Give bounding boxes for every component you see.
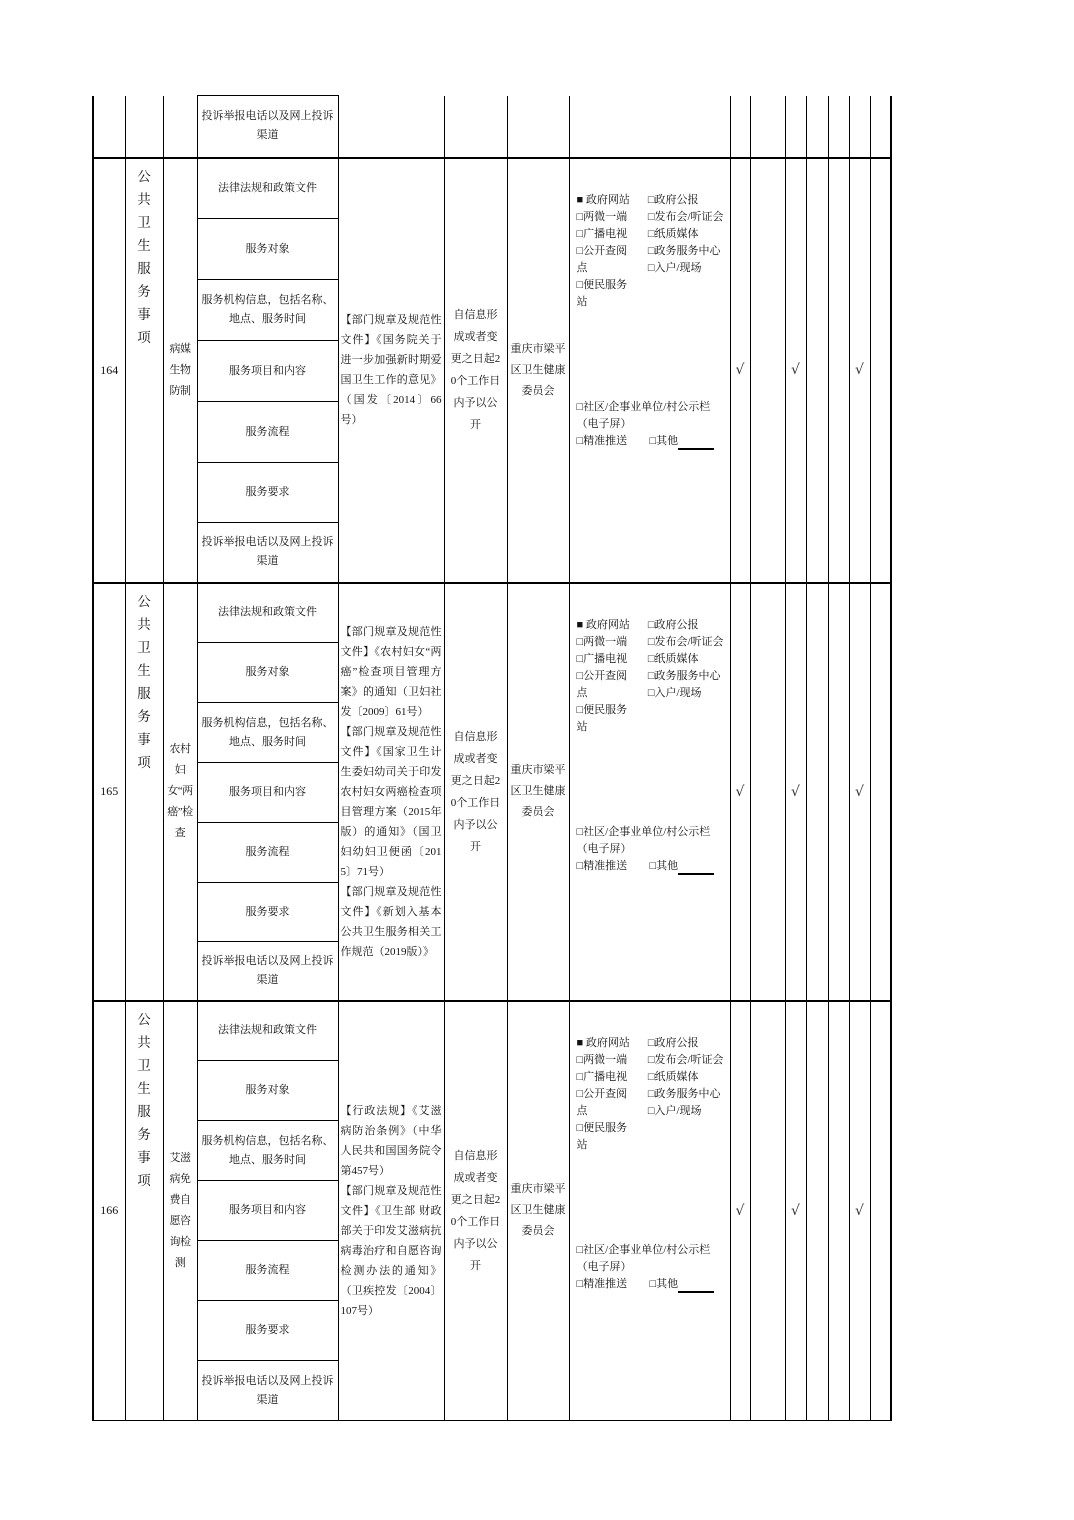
check-mark-cell-4	[806, 583, 828, 1001]
check-mark-cell-6: √	[849, 583, 870, 1001]
channel-checkbox-other: □其他	[649, 434, 679, 447]
row-number: 166	[93, 1001, 125, 1421]
empty-cell	[730, 96, 750, 158]
channel-checkbox-print-media: □纸质媒体	[647, 1070, 699, 1083]
other-blank-line	[678, 860, 714, 875]
channel-checkbox-door-to-door-onsite: □入户/现场	[647, 261, 702, 274]
check-mark-cell-4	[806, 158, 828, 583]
empty-cell	[849, 96, 870, 158]
channel-checkbox-govt-website: ■ 政府网站	[576, 618, 630, 631]
public-service-items-table	[92, 95, 898, 1406]
check-mark-cell-7	[870, 158, 891, 583]
channel-checkbox-weibo-wechat: □两微一端	[576, 1053, 628, 1066]
sub-item-legal-docs: 法律法规和政策文件	[197, 1001, 338, 1061]
check-mark-cell-6: √	[849, 158, 870, 583]
check-mark-cell-4	[806, 1001, 828, 1421]
channel-checkbox-broadcast-tv: □广播电视	[576, 652, 628, 665]
legal-basis-cell	[338, 1001, 444, 1421]
check-mark-cell-7	[870, 1001, 891, 1421]
item-name-cell: 病媒生物防制	[163, 158, 197, 583]
empty-cell	[870, 96, 891, 158]
check-mark-cell-6: √	[849, 1001, 870, 1421]
sub-item-legal-docs: 法律法规和政策文件	[197, 583, 338, 643]
channels-checkbox-grid	[577, 1035, 730, 1154]
row-number: 164	[93, 158, 125, 583]
channels-cell	[569, 583, 730, 1001]
check-mark-cell-5	[828, 158, 849, 583]
channel-checkbox-other: □其他	[649, 1277, 679, 1290]
check-mark-cell-2	[750, 583, 785, 1001]
sub-item-org-info: 服务机构信息，包括名称、地点、服务时间	[197, 1121, 338, 1181]
channel-checkbox-print-media: □纸质媒体	[647, 227, 699, 240]
other-blank-line	[678, 435, 714, 450]
channel-checkbox-govt-service-center: □政务服务中心	[647, 1087, 721, 1100]
channel-checkbox-govt-website: ■ 政府网站	[576, 1036, 630, 1049]
channel-checkbox-govt-gazette: □政府公报	[647, 618, 699, 631]
service-disclosure-table	[92, 95, 892, 1421]
channel-checkbox-other: □其他	[649, 859, 679, 872]
empty-cell	[338, 96, 444, 158]
sub-item-service-requirements: 服务要求	[197, 883, 338, 942]
item-name-cell: 农村妇女“两癌”检查	[163, 583, 197, 1001]
legal-basis-cell	[338, 583, 444, 1001]
category-cell	[125, 158, 163, 583]
channel-checkbox-broadcast-tv: □广播电视	[576, 227, 628, 240]
disclosure-timing-cell: 自信息形成或者变更之日起20个工作日内予以公开	[444, 583, 507, 1001]
sub-item-org-info: 服务机构信息，包括名称、地点、服务时间	[197, 280, 338, 341]
sub-item-service-content: 服务项目和内容	[197, 763, 338, 823]
empty-cell	[444, 96, 507, 158]
sub-item-service-content: 服务项目和内容	[197, 1181, 338, 1241]
channel-checkbox-convenience-station: □便民服务站	[576, 278, 628, 308]
channel-checkbox-print-media: □纸质媒体	[647, 652, 699, 665]
channel-checkbox-community-board: □社区/企事业单位/村公示栏（电子屏）	[576, 400, 711, 430]
sub-item-legal-docs: 法律法规和政策文件	[197, 158, 338, 219]
check-mark-cell-1: √	[730, 1001, 750, 1421]
check-mark-cell-7	[870, 583, 891, 1001]
channel-checkbox-community-board: □社区/企事业单位/村公示栏（电子屏）	[576, 1243, 711, 1273]
disclosure-timing-cell: 自信息形成或者变更之日起20个工作日内予以公开	[444, 1001, 507, 1421]
sub-item-service-process: 服务流程	[197, 1241, 338, 1301]
legal-doc: 【行政法规】《艾滋病防治条例》（中华人民共和国国务院令第457号）	[340, 1104, 442, 1177]
check-mark-cell-5	[828, 583, 849, 1001]
service-item-row-164	[93, 158, 891, 583]
check-mark-cell-3: √	[785, 583, 806, 1001]
channel-checkbox-press-conference: □发布会/听证会	[647, 1053, 724, 1066]
channel-checkbox-govt-service-center: □政务服务中心	[647, 244, 721, 257]
category-label: 公共卫生服务事项	[137, 1011, 151, 1188]
sub-item-service-requirements: 服务要求	[197, 1301, 338, 1361]
category-label: 公共卫生服务事项	[137, 168, 151, 345]
check-mark-cell-1: √	[730, 158, 750, 583]
empty-cell	[125, 96, 163, 158]
legal-doc: 【部门规章及规范性文件】《农村妇女“两癌”检查项目管理方案》的通知（卫妇社发〔2009〕61号）	[340, 625, 442, 718]
service-item-row-165	[93, 583, 891, 1001]
channel-checkbox-press-conference: □发布会/听证会	[647, 635, 724, 648]
agency-cell: 重庆市梁平区卫生健康委员会	[507, 158, 569, 583]
channels-bottom-block	[577, 1242, 729, 1293]
channel-checkbox-door-to-door-onsite: □入户/现场	[647, 686, 702, 699]
check-mark-cell-3: √	[785, 158, 806, 583]
check-mark-cell-2	[750, 158, 785, 583]
check-mark-cell-1: √	[730, 583, 750, 1001]
sub-item-service-target: 服务对象	[197, 643, 338, 703]
channels-cell	[569, 1001, 730, 1421]
sub-item-org-info: 服务机构信息，包括名称、地点、服务时间	[197, 703, 338, 763]
channel-checkbox-govt-gazette: □政府公报	[647, 1036, 699, 1049]
legal-doc: 【部门规章及规范性文件】《卫生部 财政部关于印发艾滋病抗病毒治疗和自愿咨询检测办法的通知》（卫疾控发〔2004〕107号）	[340, 1184, 442, 1317]
legal-doc: 【部门规章及规范性文件】《新划入基本公共卫生服务相关工作规范（2019版）》	[340, 885, 442, 958]
empty-cell	[785, 96, 806, 158]
channel-checkbox-convenience-station: □便民服务站	[576, 703, 628, 733]
channel-checkbox-govt-gazette: □政府公报	[647, 193, 699, 206]
legal-basis-cell	[338, 158, 444, 583]
agency-cell: 重庆市梁平区卫生健康委员会	[507, 583, 569, 1001]
sub-item-service-process: 服务流程	[197, 402, 338, 463]
channel-checkbox-convenience-station: □便民服务站	[576, 1121, 628, 1151]
channel-checkbox-public-reading-point: □公开查阅点	[576, 669, 628, 699]
channel-checkbox-public-reading-point: □公开查阅点	[576, 1087, 628, 1117]
empty-cell	[163, 96, 197, 158]
channels-checkbox-grid	[577, 617, 730, 736]
sub-item-complaint-channels: 投诉举报电话以及网上投诉渠道	[197, 1361, 338, 1421]
channel-checkbox-targeted-push: □精准推送	[576, 859, 628, 872]
channel-checkbox-broadcast-tv: □广播电视	[576, 1070, 628, 1083]
empty-cell	[569, 96, 730, 158]
channel-checkbox-govt-service-center: □政务服务中心	[647, 669, 721, 682]
sub-item-service-target: 服务对象	[197, 1061, 338, 1121]
channel-checkbox-door-to-door-onsite: □入户/现场	[647, 1104, 702, 1117]
channel-checkbox-weibo-wechat: □两微一端	[576, 210, 628, 223]
channels-bottom-block	[577, 399, 729, 450]
disclosure-timing-cell: 自信息形成或者变更之日起20个工作日内予以公开	[444, 158, 507, 583]
sub-item-service-requirements: 服务要求	[197, 463, 338, 523]
empty-cell	[507, 96, 569, 158]
channels-cell	[569, 158, 730, 583]
channel-checkbox-public-reading-point: □公开查阅点	[576, 244, 628, 274]
channel-checkbox-govt-website: ■ 政府网站	[576, 193, 630, 206]
channel-checkbox-weibo-wechat: □两微一端	[576, 635, 628, 648]
channel-checkbox-press-conference: □发布会/听证会	[647, 210, 724, 223]
channel-checkbox-community-board: □社区/企事业单位/村公示栏（电子屏）	[576, 825, 711, 855]
category-label: 公共卫生服务事项	[137, 593, 151, 770]
agency-cell: 重庆市梁平区卫生健康委员会	[507, 1001, 569, 1421]
check-mark-cell-2	[750, 1001, 785, 1421]
row-number: 165	[93, 583, 125, 1001]
empty-cell	[93, 96, 125, 158]
legal-doc: 【部门规章及规范性文件】《国家卫生计生委妇幼司关于印发农村妇女两癌检查项目管理方案（2015年版）的通知》（国卫妇幼妇卫便函〔2015〕71号）	[340, 725, 442, 878]
sub-item-complaint-channels: 投诉举报电话以及网上投诉渠道	[197, 942, 338, 1001]
sub-item-complaint-channels: 投诉举报电话以及网上投诉渠道	[197, 523, 338, 583]
service-item-row-166	[93, 1001, 891, 1421]
category-cell	[125, 1001, 163, 1421]
channel-checkbox-targeted-push: □精准推送	[576, 1277, 628, 1290]
sub-item-complaint-channels: 投诉举报电话以及网上投诉渠道	[197, 96, 338, 158]
channels-checkbox-grid	[577, 192, 730, 311]
item-name-cell: 艾滋病免费自愿咨询检测	[163, 1001, 197, 1421]
empty-cell	[828, 96, 849, 158]
empty-cell	[750, 96, 785, 158]
row-163-partial	[93, 96, 891, 158]
sub-item-service-target: 服务对象	[197, 219, 338, 280]
empty-cell	[806, 96, 828, 158]
check-mark-cell-3: √	[785, 1001, 806, 1421]
legal-doc: 【部门规章及规范性文件】《国务院关于进一步加强新时期爱国卫生工作的意见》（国发〔2014〕66号）	[340, 314, 442, 426]
check-mark-cell-5	[828, 1001, 849, 1421]
sub-item-service-content: 服务项目和内容	[197, 341, 338, 402]
category-cell	[125, 583, 163, 1001]
channel-checkbox-targeted-push: □精准推送	[576, 434, 628, 447]
channels-bottom-block	[577, 824, 729, 875]
sub-item-service-process: 服务流程	[197, 823, 338, 883]
other-blank-line	[678, 1278, 714, 1293]
